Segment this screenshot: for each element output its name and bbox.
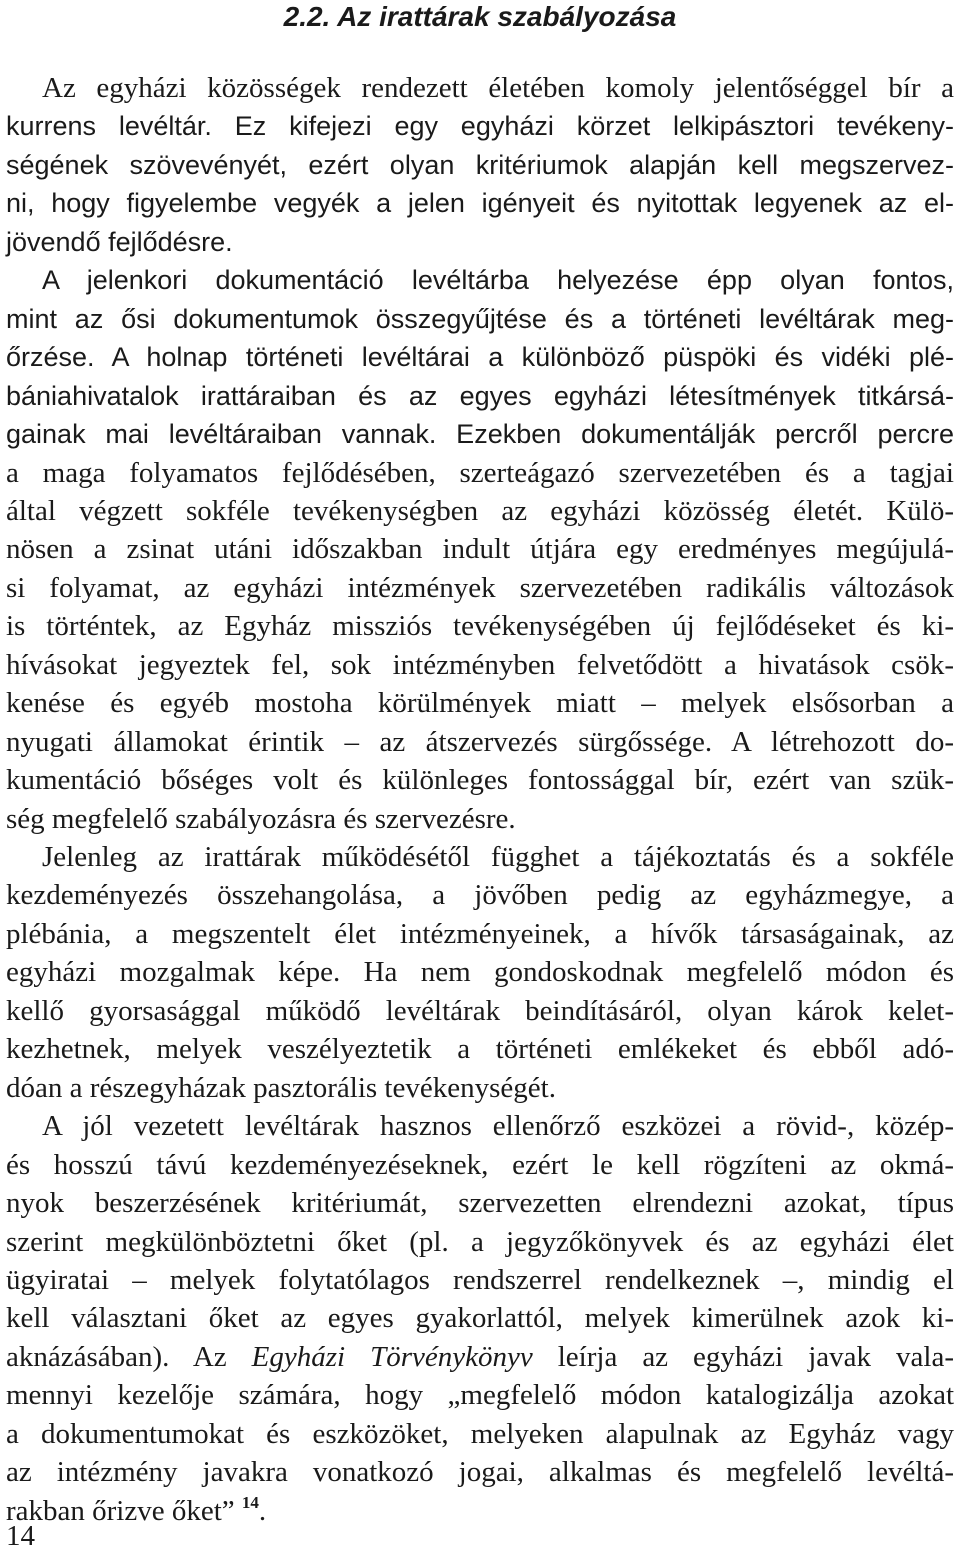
line-text: Jelenleg az irattárak működésétől függhet a tájékoztatás és a sokféle [42,841,954,873]
text-line [6,647,954,683]
text-line [6,1454,954,1490]
line-text: jövendő fejlődésre. [6,226,233,257]
line-text: is történtek, az Egyház missziós tevékenységében új fejlődéseket és ki- [6,610,954,643]
text-line [6,224,954,260]
line-text: nyugati államokat érintik – az átszervezés sürgőssége. A létrehozott do- [6,725,954,758]
line-text: rakban őrizve őket” [6,1494,235,1527]
line-text: a maga folyamatos fejlődésében, szerteágazó szervezetében és a tagjai [6,456,954,489]
line-text: kumentáció bőséges volt és különleges fontossággal bír, ezért van szük- [6,764,954,797]
line-text: őrzése. A holnap történeti levéltárai a különböző püspöki és vidéki plé- [6,342,954,373]
text-line [42,839,954,875]
text-line [6,301,954,337]
text-line [6,954,954,990]
text-line [6,185,954,221]
text-line [6,1031,954,1067]
line-text: nyok beszerzésének kritériumát, szervezetten elrendezni azokat, típus [6,1187,954,1220]
text-line [6,916,954,952]
line-text: si folyamat, az egyházi intézmények szervezetében radikális változások [6,571,954,604]
text-line [6,801,954,837]
text-line [6,877,954,913]
line-text: plébánia, a megszentelt élet intézményeinek, a hívők társaságainak, az [6,917,954,950]
line-text: a dokumentumokat és eszközöket, melyeken alapulnak az Egyház vagy [6,1417,954,1450]
text-line [6,762,954,798]
text-line [6,608,954,644]
line-text: kurrens levéltár. Ez kifejezi egy egyházi körzet lelkipásztori tevékeny- [6,111,954,142]
text-line [6,1416,954,1452]
text-line [42,70,954,106]
text-line [6,339,954,375]
line-text: hívásokat jegyeztek fel, sok intézményben felvetődött a hivatások csök- [6,648,954,681]
line-text: dóan a részegyházak pasztorális tevékenységét. [6,1071,556,1104]
line-text: kell választani őket az egyes gyakorlattól, melyek kimerülnek azok ki- [6,1302,954,1335]
footnote-marker[interactable]: 14 [241,1492,259,1512]
text-line [6,1224,954,1260]
text-line [42,262,954,298]
line-text: aknázásában). Az [6,1340,227,1373]
text-line [6,1339,954,1375]
text-line [6,1185,954,1221]
line-text: ségének szövevényét, ezért olyan kritériumok alapján kell megszervez- [6,149,954,180]
book-title: Egyházi Törvénykönyv [251,1340,533,1373]
line-text: nösen a zsinat utáni időszakban indult útjára egy eredményes megújulá- [6,533,954,566]
text-line [6,1147,954,1183]
line-text: kellő gyorsasággal működő levéltárak beindításáról, olyan károk kelet- [6,994,954,1027]
line-text: A jól vezetett levéltárak hasznos ellenőrző eszközei a rövid-, közép- [42,1110,954,1143]
text-line [6,993,954,1029]
line-text: kezhetnek, melyek veszélyeztetik a történeti emlékeket és ebből adó- [6,1033,954,1066]
page-number: 14 [6,1520,35,1552]
line-text: által végzett sokféle tevékenységben az egyházi közösség életét. Külö- [6,494,954,527]
line-text: mint az ősi dokumentumok összegyűjtése és a történeti levéltárak meg- [6,303,954,334]
text-line [6,685,954,721]
text-line [6,378,954,414]
text-line [6,108,954,144]
text-line [6,455,954,491]
text-line [6,1377,954,1413]
line-text: szerint megkülönböztetni őket (pl. a jegyzőkönyvek és az egyházi élet [6,1225,954,1258]
line-text-end: . [258,1494,267,1527]
text-line [6,493,954,529]
line-text: Az egyházi közösségek rendezett életében komoly jelentőséggel bír a [42,72,954,104]
text-line [6,416,954,452]
text-line [42,1108,954,1144]
text-line [6,1300,954,1336]
line-text: gainak mai levéltáraiban vannak. Ezekben dokumentálják percről percre [6,419,954,450]
text-line [6,531,954,567]
line-text: bániahivatalok irattáraiban és az egyes egyházi létesítmények titkársá- [6,380,954,411]
line-text: mennyi kezelője számára, hogy „megfelelő módon katalogizálja azokat [6,1379,954,1412]
text-line [6,724,954,760]
line-text: kenése és egyéb mostoha körülmények miatt – melyek elsősorban a [6,687,954,720]
text-line [6,1070,954,1106]
text-line [6,1262,954,1298]
line-text: ség megfelelő szabályozásra és szervezésre. [6,802,516,835]
text-line [6,1493,954,1529]
line-text: az intézmény javakra vonatkozó jogai, alkalmas és megfelelő levéltá- [6,1456,954,1489]
text-line [6,147,954,183]
line-text-continued: leírja az egyházi javak vala- [532,1340,954,1373]
text-line [6,570,954,606]
section-heading: 2.2. Az irattárak szabályozása [283,1,677,32]
line-text: ni, hogy figyelembe vegyék a jelen igényeit és nyitottak legyenek az el- [6,188,954,219]
line-text: egyházi mozgalmak képe. Ha nem gondoskodnak megfelelő módon és [6,956,954,989]
line-text: ügyiratai – melyek folytatólagos rendszerrel rendelkeznek –, mindig el [6,1263,954,1296]
line-text: és hosszú távú kezdeményezéseknek, ezért le kell rögzíteni az okmá- [6,1148,954,1181]
line-text: A jelenkori dokumentáció levéltárba helyezése épp olyan fontos, [42,265,954,296]
line-text: kezdeményezés összehangolása, a jövőben pedig az egyházmegye, a [6,879,954,912]
